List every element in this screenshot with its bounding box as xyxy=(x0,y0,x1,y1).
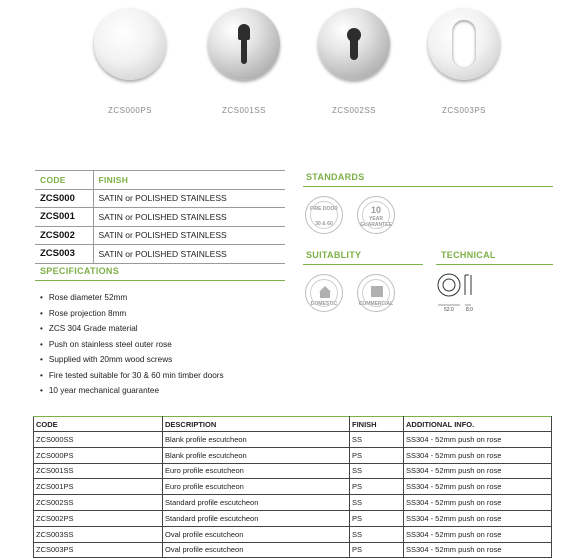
list-item: • Supplied with 20mm wood screws xyxy=(40,352,224,368)
product-info-table xyxy=(33,416,552,558)
code-header: CODE xyxy=(35,171,93,190)
blank-escutcheon-image xyxy=(94,8,166,80)
table-row xyxy=(35,226,285,245)
table-row: ZCS000SS Blank profile escutcheon SS SS304 - 52mm push on rose xyxy=(34,432,552,448)
divider xyxy=(436,264,553,265)
table-header-row xyxy=(34,417,552,432)
divider xyxy=(303,264,423,265)
list-item: • 10 year mechanical guarantee xyxy=(40,383,224,399)
product-zcs001ss xyxy=(184,8,304,115)
specifications-title: SPECIFICATIONS xyxy=(40,266,120,276)
list-item: • Rose projection 8mm xyxy=(40,306,224,322)
finish-header: FINISH xyxy=(93,171,285,190)
table-row: ZCS000PS Blank profile escutcheon PS SS304 - 52mm push on rose xyxy=(34,447,552,463)
finish-header: FINISH xyxy=(350,417,404,432)
product-caption: ZCS003PS xyxy=(441,106,487,115)
description-header: DESCRIPTION xyxy=(163,417,350,432)
product-zcs000ps xyxy=(70,8,190,115)
technical-drawing xyxy=(436,272,496,318)
fire-door-badge-icon: FIRE DOOR 30 & 60 xyxy=(305,196,343,234)
product-caption: ZCS001SS xyxy=(221,106,267,115)
product-caption: ZCS000PS xyxy=(107,106,153,115)
table-header-row xyxy=(35,171,285,190)
suitability-title: SUITABLITY xyxy=(306,250,362,260)
table-row xyxy=(35,208,285,227)
finish-cell: SATIN or POLISHED STAINLESS xyxy=(93,208,285,227)
table-row: ZCS002PS Standard profile escutcheon PS SS304 - 52mm push on rose xyxy=(34,510,552,526)
code-finish-table xyxy=(35,170,285,264)
list-item: • Rose diameter 52mm xyxy=(40,290,224,306)
divider xyxy=(35,280,285,281)
projection-label: 8.0 xyxy=(466,307,473,313)
table-row: ZCS003PS Oval profile escutcheon PS SS304 - 52mm push on rose xyxy=(34,542,552,558)
oval-escutcheon-image xyxy=(428,8,500,80)
standard-escutcheon-image xyxy=(318,8,390,80)
code-cell: ZCS001 xyxy=(35,208,93,227)
finish-cell: SATIN or POLISHED STAINLESS xyxy=(93,226,285,245)
code-cell: ZCS002 xyxy=(35,226,93,245)
table-row: ZCS002SS Standard profile escutcheon SS SS304 - 52mm push on rose xyxy=(34,495,552,511)
finish-cell: SATIN or POLISHED STAINLESS xyxy=(93,189,285,208)
table-row: ZCS001PS Euro profile escutcheon PS SS304 - 52mm push on rose xyxy=(34,479,552,495)
diameter-label: 52.0 xyxy=(444,307,454,313)
table-row xyxy=(35,189,285,208)
technical-title: TECHNICAL xyxy=(441,250,496,260)
table-row xyxy=(35,245,285,264)
list-item: • ZCS 304 Grade material xyxy=(40,321,224,337)
euro-escutcheon-image xyxy=(208,8,280,80)
standards-title: STANDARDS xyxy=(306,172,365,182)
domestic-badge-icon: DOMESTIC xyxy=(305,274,343,312)
commercial-badge-icon: COMMERCIAL xyxy=(357,274,395,312)
code-header: CODE xyxy=(34,417,163,432)
code-cell: ZCS000 xyxy=(35,189,93,208)
table-row: ZCS001SS Euro profile escutcheon SS SS304 - 52mm push on rose xyxy=(34,463,552,479)
specifications-list xyxy=(40,290,224,399)
guarantee-badge-icon: 10 YEAR GUARANTEE xyxy=(357,196,395,234)
list-item: • Push on stainless steel outer rose xyxy=(40,337,224,353)
list-item: • Fire tested suitable for 30 & 60 min timber doors xyxy=(40,368,224,384)
divider xyxy=(303,186,553,187)
product-zcs003ps xyxy=(404,8,524,115)
info-header: ADDITIONAL INFO. xyxy=(404,417,552,432)
product-zcs002ss xyxy=(294,8,414,115)
finish-cell: SATIN or POLISHED STAINLESS xyxy=(93,245,285,264)
code-cell: ZCS003 xyxy=(35,245,93,264)
table-row: ZCS003SS Oval profile escutcheon SS SS304 - 52mm push on rose xyxy=(34,526,552,542)
product-caption: ZCS002SS xyxy=(331,106,377,115)
